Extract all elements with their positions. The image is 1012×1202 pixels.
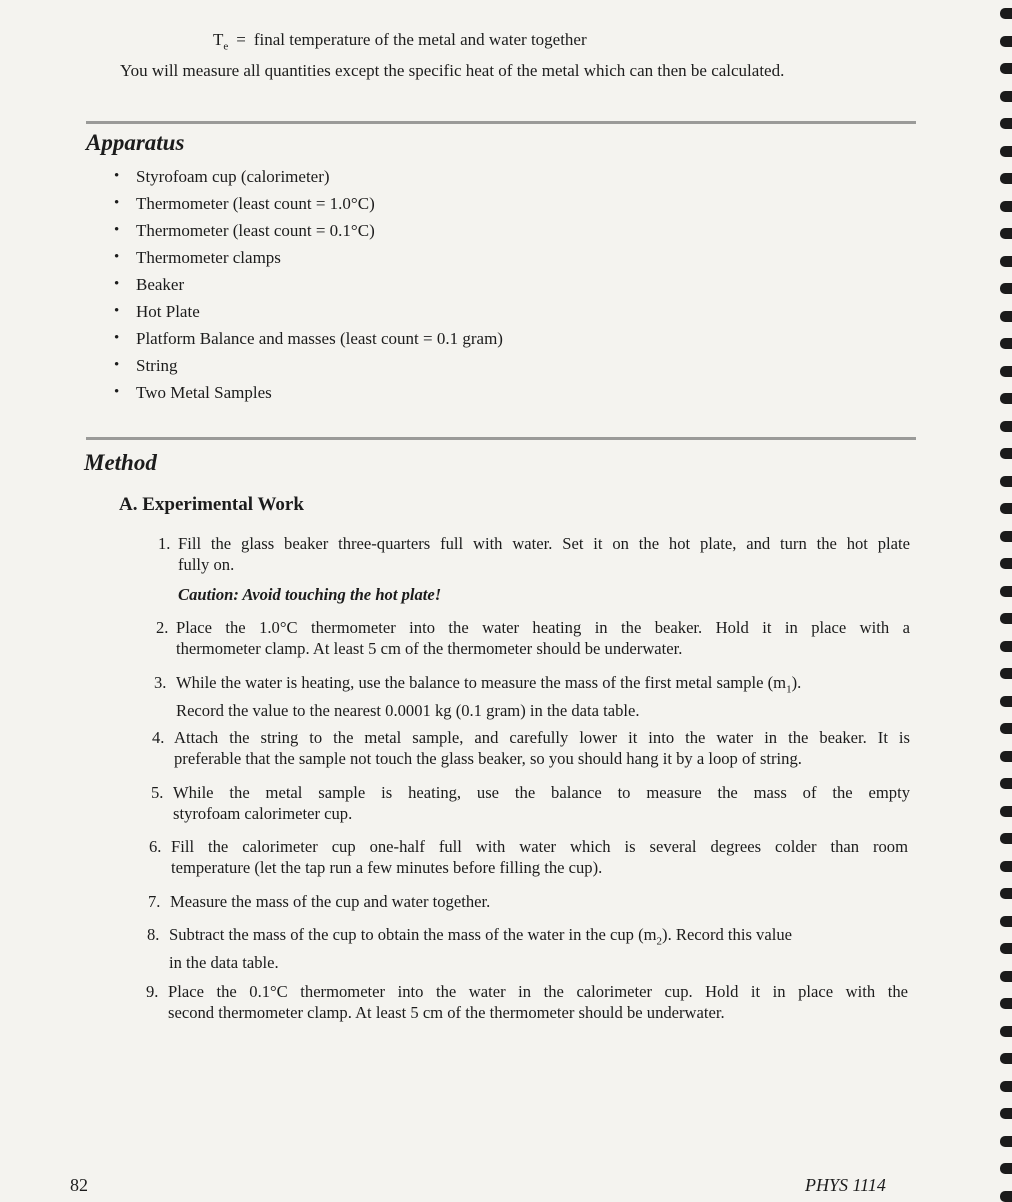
method-heading: Method — [84, 450, 157, 475]
step-text-line: second thermometer clamp. At least 5 cm of the thermometer should be underwater. — [168, 1003, 725, 1022]
step-text-line: Measure the mass of the cup and water together. — [170, 892, 491, 911]
bullet-icon: • — [114, 276, 120, 292]
te-definition: final temperature of the metal and water together — [253, 30, 587, 49]
binding-ring — [1000, 173, 1012, 184]
measure-note: You will measure all quantities except the specific heat of the metal which can then be calculated. — [120, 61, 785, 80]
step-text-segment: ). Record this value — [662, 925, 792, 944]
section-divider-apparatus — [86, 121, 916, 124]
step-text-line: Place the 1.0°C thermometer into the water heating in the beaker. Hold it in place with a — [176, 618, 910, 637]
step-number: 6. — [149, 837, 162, 856]
binding-ring — [1000, 1191, 1012, 1202]
binding-ring — [1000, 668, 1012, 679]
apparatus-item — [114, 190, 503, 217]
step-number: 5. — [151, 783, 164, 802]
apparatus-item-label: Beaker — [136, 274, 185, 294]
step-text-line: preferable that the sample not touch the glass beaker, so you should hang it by a loop of string. — [174, 749, 802, 768]
apparatus-item — [114, 163, 503, 190]
apparatus-item — [114, 379, 503, 406]
step-text-line: Fill the glass beaker three-quarters full with water. Set it on the hot plate, and turn the hot plate — [178, 534, 910, 553]
binding-ring — [1000, 916, 1012, 927]
binding-ring — [1000, 63, 1012, 74]
apparatus-item-label: Hot Plate — [136, 301, 200, 321]
te-definition-line — [213, 30, 587, 52]
bullet-icon: • — [114, 384, 120, 400]
binding-ring — [1000, 36, 1012, 47]
binding-ring — [1000, 806, 1012, 817]
bullet-icon: • — [114, 303, 120, 319]
step-text-line: Attach the string to the metal sample, and carefully lower it into the water in the beaker. It is — [174, 728, 910, 747]
binding-ring — [1000, 1081, 1012, 1092]
binding-ring — [1000, 613, 1012, 624]
binding-ring — [1000, 696, 1012, 707]
step-number: 1. — [158, 534, 171, 553]
apparatus-item — [114, 244, 503, 271]
step-number: 8. — [147, 925, 160, 944]
binding-ring — [1000, 531, 1012, 542]
step-text-line: Place the 0.1°C thermometer into the water in the calorimeter cup. Hold it in place with the — [168, 982, 908, 1001]
apparatus-item-label: Thermometer (least count = 1.0°C) — [136, 193, 375, 213]
step-text-line — [169, 924, 908, 952]
te-symbol: T — [213, 30, 224, 49]
bullet-icon: • — [114, 195, 120, 211]
binding-ring — [1000, 641, 1012, 652]
bullet-icon: • — [114, 222, 120, 238]
bullet-icon: • — [114, 249, 120, 265]
binding-ring — [1000, 311, 1012, 322]
binding-ring — [1000, 91, 1012, 102]
binding-ring — [1000, 366, 1012, 377]
page-number: 82 — [70, 1175, 88, 1195]
bullet-icon: • — [114, 330, 120, 346]
experimental-work-heading: A. Experimental Work — [119, 494, 304, 515]
apparatus-item-label: Styrofoam cup (calorimeter) — [136, 166, 330, 186]
binding-ring — [1000, 1163, 1012, 1174]
binding-ring — [1000, 1026, 1012, 1037]
step-text-segment: While the water is heating, use the balance to measure the mass of the first metal sample (m — [176, 673, 787, 692]
apparatus-item-label: Thermometer clamps — [136, 247, 281, 267]
apparatus-item — [114, 298, 503, 325]
binding-ring — [1000, 201, 1012, 212]
apparatus-item — [114, 352, 503, 379]
apparatus-item-label: Platform Balance and masses (least count = 0.1 gram) — [136, 328, 503, 348]
caution-note: Caution: Avoid touching the hot plate! — [178, 585, 442, 604]
binding-ring — [1000, 503, 1012, 514]
binding-ring — [1000, 421, 1012, 432]
step-number: 3. — [154, 673, 167, 692]
step-text-line: fully on. — [178, 555, 235, 574]
apparatus-heading: Apparatus — [86, 130, 185, 155]
bullet-icon: • — [114, 357, 120, 373]
binding-ring — [1000, 751, 1012, 762]
mass-subscript: 2 — [656, 935, 663, 948]
binding-ring — [1000, 118, 1012, 129]
binding-ring — [1000, 723, 1012, 734]
binding-ring — [1000, 8, 1012, 19]
step-text-line: in the data table. — [169, 953, 279, 973]
binding-ring — [1000, 256, 1012, 267]
apparatus-item — [114, 271, 503, 298]
step-number: 4. — [152, 728, 165, 747]
binding-ring — [1000, 393, 1012, 404]
binding-ring — [1000, 943, 1012, 954]
binding-ring — [1000, 833, 1012, 844]
mass-subscript: 1 — [786, 683, 792, 696]
apparatus-item-label: Thermometer (least count = 0.1°C) — [136, 220, 375, 240]
course-code: PHYS 1114 — [805, 1175, 886, 1195]
binding-ring — [1000, 1108, 1012, 1119]
step-number: 9. — [146, 982, 159, 1001]
step-text-segment: ). — [791, 673, 802, 692]
step-text-line: thermometer clamp. At least 5 cm of the thermometer should be underwater. — [176, 639, 683, 658]
binding-ring — [1000, 283, 1012, 294]
step-text-segment: Subtract the mass of the cup to obtain the mass of the water in the cup (m — [169, 925, 657, 944]
binding-ring — [1000, 861, 1012, 872]
step-number: 7. — [148, 892, 161, 911]
bullet-icon: • — [114, 168, 120, 184]
te-subscript: e — [223, 40, 229, 53]
binding-ring — [1000, 778, 1012, 789]
binding-ring — [1000, 338, 1012, 349]
step-text-line: Fill the calorimeter cup one-half full with water which is several degrees colder than room — [171, 837, 908, 856]
binding-ring — [1000, 1136, 1012, 1147]
te-equals: = — [236, 30, 246, 49]
binding-ring — [1000, 888, 1012, 899]
step-text-line: styrofoam calorimeter cup. — [173, 804, 353, 823]
apparatus-item-label: Two Metal Samples — [136, 382, 272, 402]
step-text-line: Record the value to the nearest 0.0001 kg (0.1 gram) in the data table. — [176, 701, 640, 721]
apparatus-list — [114, 163, 503, 406]
binding-ring — [1000, 476, 1012, 487]
apparatus-item-label: String — [136, 355, 178, 375]
binding-ring — [1000, 1053, 1012, 1064]
binding-ring — [1000, 146, 1012, 157]
apparatus-item — [114, 217, 503, 244]
spiral-binding — [998, 0, 1012, 1202]
step-number: 2. — [156, 618, 169, 637]
step-text-line: While the metal sample is heating, use the balance to measure the mass of the empty — [173, 783, 910, 802]
binding-ring — [1000, 971, 1012, 982]
step-text-line: temperature (let the tap run a few minutes before filling the cup). — [171, 858, 603, 877]
binding-ring — [1000, 448, 1012, 459]
binding-ring — [1000, 998, 1012, 1009]
step-text-line — [176, 672, 910, 700]
binding-ring — [1000, 228, 1012, 239]
apparatus-item — [114, 325, 503, 352]
binding-ring — [1000, 586, 1012, 597]
section-divider-method — [86, 437, 916, 440]
binding-ring — [1000, 558, 1012, 569]
